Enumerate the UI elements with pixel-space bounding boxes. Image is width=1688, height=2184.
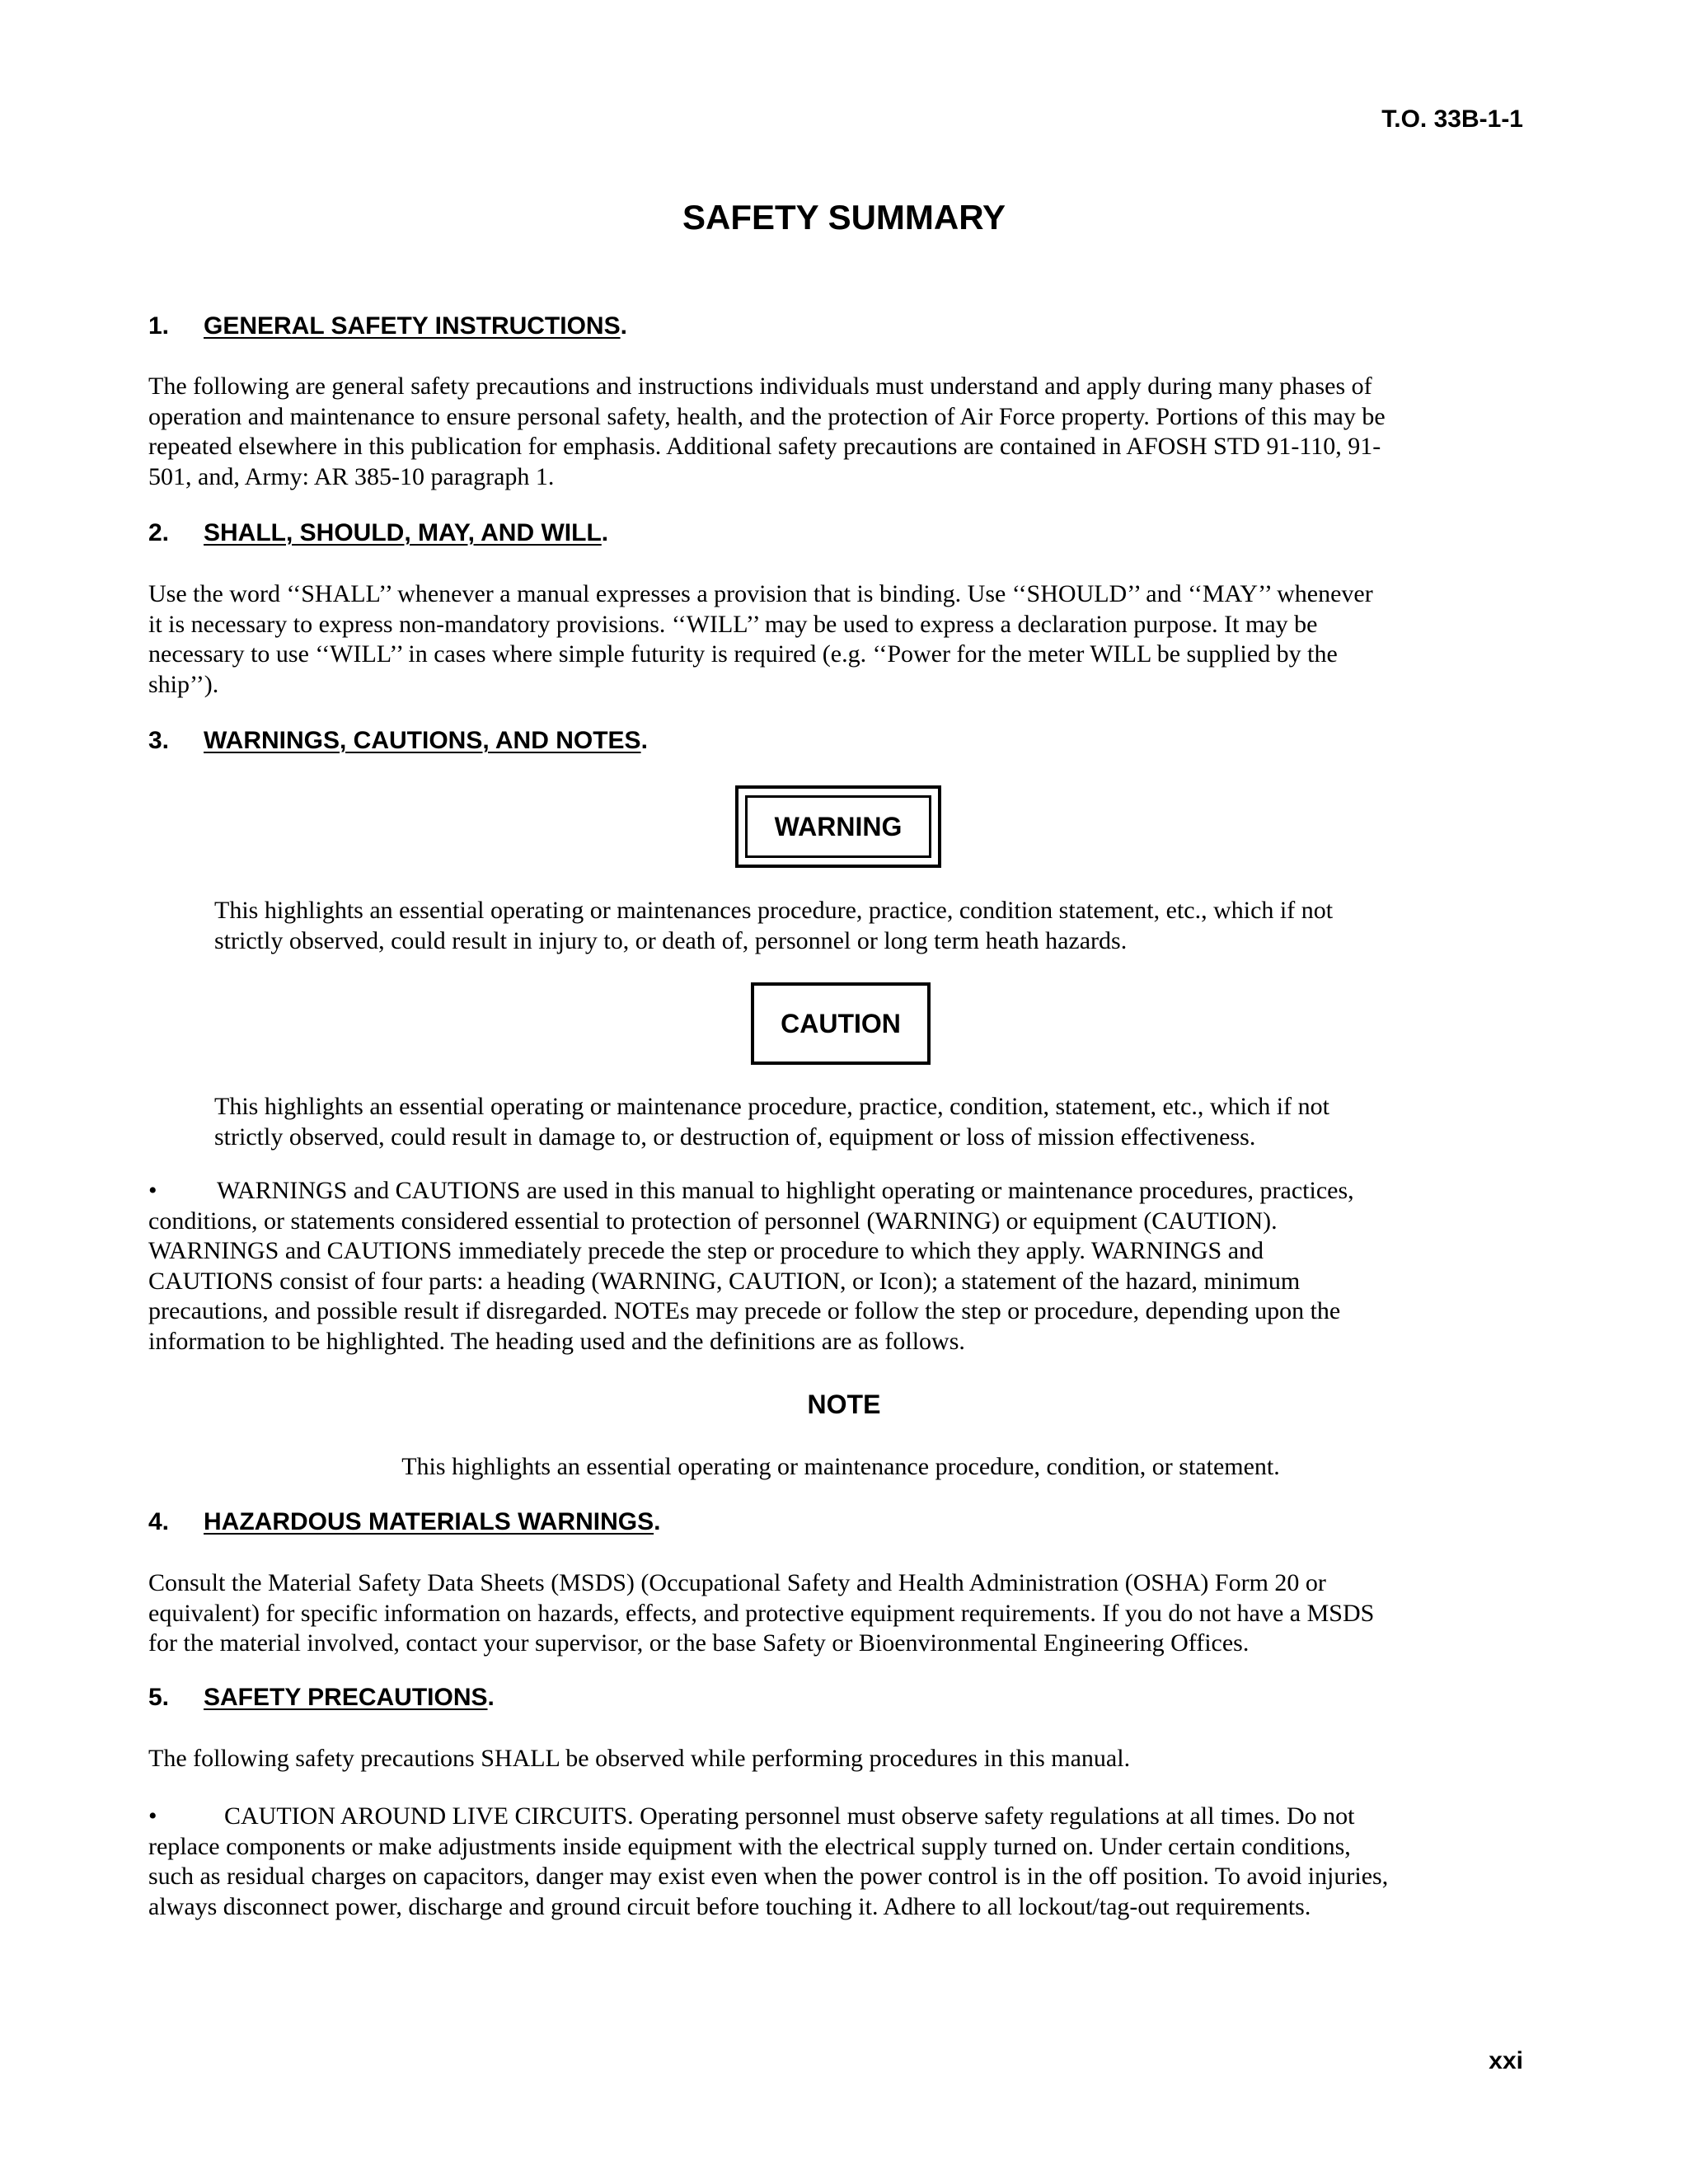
text-line: replace components or make adjustments inside equipment with the electrical supply turned on. Under certain conditions, [148, 1832, 1351, 1860]
section-2-number: 2. [148, 519, 170, 546]
text-line: The following are general safety precautions and instructions individuals must understand and apply during many phases of [148, 373, 1372, 400]
section-2-period: . [601, 519, 609, 546]
page-title: SAFETY SUMMARY [682, 198, 1006, 237]
note-definition: This highlights an essential operating or maintenance procedure, condition, or statement. [401, 1453, 1280, 1480]
text-line: strictly observed, could result in damage to, or destruction of, equipment or loss of mission effectiveness. [214, 1122, 1256, 1151]
section-5-number: 5. [148, 1684, 170, 1711]
caution-label: CAUTION [781, 1008, 901, 1038]
section-5-title: SAFETY PRECAUTIONS [204, 1684, 488, 1711]
text-line: Consult the Material Safety Data Sheets (MSDS) (Occupational Safety and Health Administration (OSHA) Form 20 or [148, 1569, 1326, 1596]
text-line: Use the word ‘‘SHALL’’ whenever a manual expresses a provision that is binding. Use ‘‘SHOULD’’ and ‘‘MAY’’ whenever [148, 580, 1373, 607]
text-line: conditions, or statements considered essential to protection of personnel (WARNING) or equipment (CAUTION). [148, 1207, 1278, 1235]
bullet-icon: • [148, 1177, 157, 1204]
warning-definition [214, 896, 1467, 956]
section-4-paragraph [148, 1568, 1533, 1659]
text-line: CAUTIONS consist of four parts: a heading (WARNING, CAUTION, or Icon); a statement of the hazard, minimum [148, 1267, 1301, 1295]
section-2-title: SHALL, SHOULD, MAY, AND WILL [204, 519, 602, 546]
text-line: information to be highlighted. The heading used and the definitions are as follows. [148, 1327, 965, 1355]
text-line: • CAUTION AROUND LIVE CIRCUITS. Operating personnel must observe safety regulations at all times. Do not [148, 1802, 1533, 1832]
caution-definition [214, 1092, 1467, 1152]
page-number: xxi [1489, 2047, 1523, 2074]
section-4-title: HAZARDOUS MATERIALS WARNINGS [204, 1508, 654, 1535]
section-5-intro: The following safety precautions SHALL be observed while performing procedures in this manual. [148, 1745, 1131, 1772]
warning-box [735, 785, 941, 868]
bullet-icon: • [148, 1802, 157, 1830]
section-4-heading [148, 1508, 660, 1536]
text-line: operation and maintenance to ensure personal safety, health, and the protection of Air Force property. Portions of this may be [148, 402, 1386, 430]
text-line: 501, and, Army: AR 385-10 paragraph 1. [148, 462, 555, 490]
section-3-period: . [640, 727, 648, 754]
section-1-number: 1. [148, 312, 170, 340]
text-line: equivalent) for specific information on hazards, effects, and protective equipment requirements. If you do not have a MSDS [148, 1599, 1375, 1627]
section-5-period: . [487, 1684, 495, 1711]
section-5-heading [148, 1684, 495, 1712]
text-line: This highlights an essential operating or maintenances procedure, practice, condition statement, etc., which if not [214, 897, 1334, 924]
section-3-title: WARNINGS, CAUTIONS, AND NOTES [204, 727, 641, 754]
live-circuits-bullet [148, 1802, 1533, 1922]
text-line: it is necessary to express non-mandatory provisions. ‘‘WILL’’ may be used to express a declaration purpose. It may be [148, 610, 1318, 638]
section-1-title: GENERAL SAFETY INSTRUCTIONS [204, 312, 621, 340]
text-line: repeated elsewhere in this publication for emphasis. Additional safety precautions are contained in AFOSH STD 91-110, 91- [148, 433, 1381, 460]
text-line: strictly observed, could result in injury to, or death of, personnel or long term heath hazards. [214, 926, 1128, 954]
warnings-cautions-bullet [148, 1176, 1533, 1357]
warning-label: WARNING [745, 795, 931, 858]
caution-box [751, 982, 931, 1065]
section-1-paragraph [148, 372, 1533, 492]
text-line: WARNINGS and CAUTIONS immediately precede the step or procedure to which they apply. WARNINGS and [148, 1237, 1264, 1264]
text-line: necessary to use ‘‘WILL’’ in cases where simple futurity is required (e.g. ‘‘Power for the meter WILL be supplied by the [148, 640, 1338, 668]
section-2-paragraph [148, 579, 1533, 700]
note-label: NOTE [807, 1390, 881, 1419]
section-2-heading [148, 519, 608, 547]
section-3-number: 3. [148, 727, 170, 754]
section-4-period: . [654, 1508, 661, 1535]
text-line: such as residual charges on capacitors, danger may exist even when the power control is in the off position. To avoid injuries, [148, 1863, 1389, 1890]
section-4-number: 4. [148, 1508, 170, 1535]
document-id: T.O. 33B-1-1 [1381, 105, 1523, 133]
text-line: precautions, and possible result if disregarded. NOTEs may precede or follow the step or procedure, depending upon the [148, 1297, 1341, 1324]
text-line: This highlights an essential operating or maintenance procedure, practice, condition, statement, etc., which if not [214, 1093, 1329, 1120]
text-line: always disconnect power, discharge and ground circuit before touching it. Adhere to all lockout/tag-out requirements. [148, 1892, 1311, 1920]
section-1-period: . [620, 312, 627, 340]
section-3-heading [148, 727, 648, 755]
text-line: for the material involved, contact your supervisor, or the base Safety or Bioenvironmental Engineering Offices. [148, 1629, 1250, 1657]
section-1-heading [148, 312, 627, 340]
text-line: ship’’). [148, 670, 219, 698]
text-line: • WARNINGS and CAUTIONS are used in this manual to highlight operating or maintenance procedures, practices, [148, 1176, 1533, 1207]
